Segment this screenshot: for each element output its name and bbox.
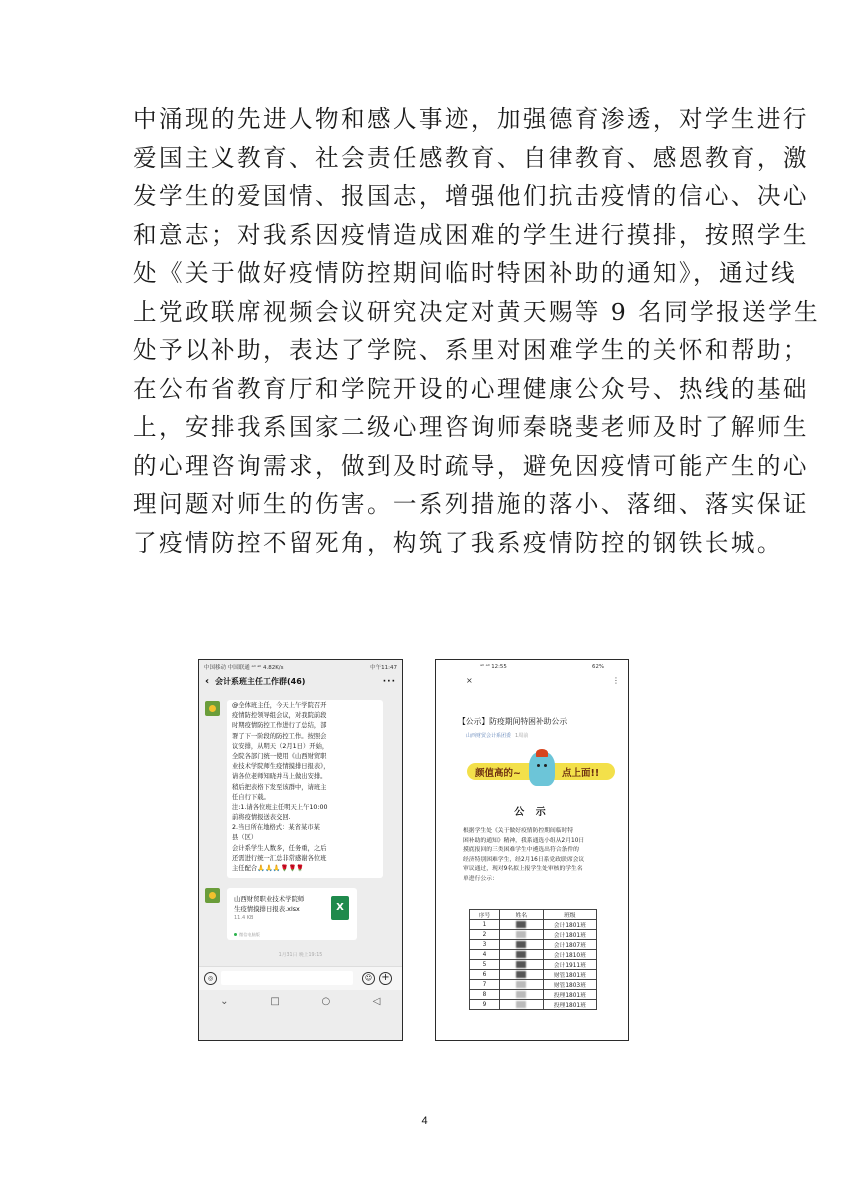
notice-line: 单进行公示： (463, 875, 498, 882)
more-icon[interactable]: ··· (382, 676, 396, 687)
table-row (470, 990, 597, 1000)
status-bar (199, 660, 402, 673)
message-line: 时期疫情防控工作进行了总结，部 (232, 722, 327, 730)
page-number: 4 (421, 1115, 428, 1127)
banner-text-right: 点上面!! (562, 768, 600, 779)
file-name-line: 生疫情摸排日报表.xlsx (234, 904, 300, 913)
article-author[interactable]: 山西财贸会计系团委 (466, 733, 512, 739)
table-row (470, 960, 597, 970)
status-bar-time: 中午11:47 (370, 664, 397, 671)
table-row (470, 980, 597, 990)
article-top-bar (436, 673, 628, 687)
more-icon[interactable]: ⋮ (612, 675, 620, 685)
banner-text-left: 颜值高的~ (475, 768, 521, 779)
excel-file-icon: X (331, 896, 349, 920)
article-date: 1周前 (515, 733, 529, 739)
message-line: 疫情防控领导组会议，对我院前段 (232, 712, 327, 720)
message-line: 议安排，从明天（2月1日）开始， (232, 742, 329, 750)
file-message[interactable] (227, 888, 357, 940)
body-line: 上，安排我系国家二级心理咨询师秦晓斐老师及时了解师生 (133, 413, 809, 441)
notice-heading: 公 示 (514, 807, 550, 818)
class-cell: 会计1801班 (543, 920, 596, 930)
row-number: 7 (470, 980, 500, 990)
name-cell-redacted (500, 980, 544, 990)
class-cell: 会计1810班 (543, 950, 596, 960)
row-number: 2 (470, 930, 500, 940)
chevron-left-icon[interactable]: ‹ (205, 676, 210, 687)
chat-input-bar (199, 966, 402, 991)
mascot-icon (529, 752, 555, 786)
recent-apps-icon[interactable]: □ (270, 996, 280, 1007)
message-line: 还需进行统一汇总非常感谢各位班 (232, 854, 327, 862)
body-paragraph (133, 100, 821, 562)
message-line: 业技术学院师生疫情摸排日报表》， (232, 763, 330, 771)
close-icon[interactable]: × (466, 675, 473, 685)
body-line: 的心理咨询需求，做到及时疏导，避免因疫情可能产生的心 (133, 451, 809, 480)
table-header-row (470, 910, 597, 920)
table-row (470, 1000, 597, 1010)
class-cell: 投理1801班 (543, 1000, 596, 1010)
chat-title: 会计系班主任工作群(46) (215, 677, 306, 686)
class-cell: 会计1911班 (543, 960, 596, 970)
status-bar (436, 660, 628, 673)
message-line: 会计系学生人数多，任务重，之后 (232, 844, 327, 852)
message-line: 任自行下载。 (232, 793, 270, 801)
class-cell: 会计1807班 (543, 940, 596, 950)
notice-line: 摸底报回的三类困难学生中遴选出符合条件的 (463, 847, 579, 854)
subsidy-table (469, 909, 597, 1010)
column-header: 姓名 (500, 910, 544, 920)
file-name-line: 山西财贸职业技术学院师 (234, 895, 305, 903)
table-row (470, 930, 597, 940)
table-row (470, 970, 597, 980)
body-line: 和意志；对我系因疫情造成困难的学生进行摸排，按照学生 (133, 220, 809, 249)
message-line: 主任配合🙏🙏🙏🌹🌹🌹 (232, 865, 305, 872)
article-meta (466, 732, 528, 739)
message-line: 全院各部门统一使用《山西财贸职 (232, 752, 327, 760)
emoji-icon[interactable]: ☺ (362, 972, 375, 985)
name-cell-redacted (500, 990, 544, 1000)
name-cell-redacted (500, 950, 544, 960)
file-source: 微信电脑版 (239, 932, 260, 937)
message-line: 前将疫情报送表交回. (232, 814, 291, 822)
notice-line: 困补助的通知》精神，我系通选小组从2月10日 (463, 837, 585, 844)
status-bar-left: 中国移动 中国联通 ᵃˡˡ ᵃˡˡ 4.82K/s (204, 664, 284, 671)
class-cell: 投理1801班 (543, 990, 596, 1000)
notice-line: 审议通过，现对9名拟上报学生处审核的学生名 (463, 866, 583, 873)
body-line: 中涌现的先进人物和感人事迹，加强德育渗透，对学生进行 (133, 105, 809, 133)
message-input[interactable] (221, 971, 353, 985)
row-number: 6 (470, 970, 500, 980)
wechat-chat-screenshot (198, 659, 403, 1041)
row-number: 3 (470, 940, 500, 950)
name-cell-redacted (500, 930, 544, 940)
chevron-down-icon[interactable]: ⌄ (220, 996, 229, 1007)
status-bar-left: ᵃˡˡ ᵃˡˡ 12:55 (480, 663, 507, 670)
class-cell: 财管1803班 (543, 980, 596, 990)
message-line: 注:1.请各位班主任明天上午10:00 (232, 803, 328, 811)
name-cell-redacted (500, 920, 544, 930)
follow-banner (467, 750, 617, 790)
article-title: 【公示】防疫期间特困补助公示 (458, 717, 568, 726)
message-line: 署了下一阶段的防控工作。按照会 (232, 732, 327, 740)
body-line: 上党政联席视频会议研究决定对黄天赐等 9 名同学报送学生 (133, 297, 821, 326)
body-line: 爱国主义教育、社会责任感教育、自律教育、感恩教育，激 (133, 143, 809, 172)
body-line: 发学生的爱国情、报国志，增强他们抗击疫情的信心、决心 (133, 182, 809, 210)
home-icon[interactable]: ○ (321, 996, 331, 1007)
body-line: 在公布省教育厅和学院开设的心理健康公众号、热线的基础 (133, 374, 809, 403)
message-bubble (227, 700, 383, 878)
notice-article-screenshot (435, 659, 629, 1041)
class-cell: 财管1801班 (543, 970, 596, 980)
notice-body (463, 827, 603, 885)
message-line: 2.当日所在地格式：某省某市某 (232, 824, 320, 832)
voice-icon[interactable]: ◎ (204, 972, 217, 985)
row-number: 1 (470, 920, 500, 930)
body-line: 处予以补助，表达了学院、系里对困难学生的关怀和帮助； (133, 336, 809, 364)
back-icon[interactable]: ◁ (372, 996, 381, 1007)
message-line: 请各位老师知晓并马上做出安排。 (232, 773, 327, 781)
battery-level: 62% (592, 663, 604, 670)
chat-header (199, 673, 402, 690)
name-cell-redacted (500, 970, 544, 980)
avatar[interactable] (205, 888, 220, 903)
name-cell-redacted (500, 1000, 544, 1010)
avatar[interactable] (205, 701, 220, 716)
name-cell-redacted (500, 960, 544, 970)
column-header: 序号 (470, 910, 500, 920)
row-number: 9 (470, 1000, 500, 1010)
table-row (470, 920, 597, 930)
message-line: 县（区） (232, 834, 258, 842)
message-line: @全体班主任，今天上午学院召开 (232, 702, 327, 709)
row-number: 5 (470, 960, 500, 970)
plus-icon[interactable]: + (379, 972, 392, 985)
file-size: 11.4 KB (234, 915, 254, 921)
file-name (234, 895, 324, 915)
message-line: 稍后把表格下发至该群中，请班主 (232, 783, 327, 791)
android-nav-bar (199, 990, 402, 1041)
chat-timestamp: 1月31日 晚上19:15 (278, 953, 323, 958)
notice-line: 根据学生处《关于做好疫情防控期间临时特 (463, 828, 574, 834)
body-line: 理问题对师生的伤害。一系列措施的落小、落细、落实保证 (133, 490, 809, 518)
row-number: 4 (470, 950, 500, 960)
body-line: 了疫情防控不留死角，构筑了我系疫情防控的钢铁长城。 (133, 528, 783, 557)
wechat-pc-icon (234, 933, 237, 936)
column-header: 班级 (543, 910, 596, 920)
table-row (470, 950, 597, 960)
row-number: 8 (470, 990, 500, 1000)
class-cell: 会计1801班 (543, 930, 596, 940)
table-row (470, 940, 597, 950)
notice-line: 经济特别困难学生，经2月16日系党政联席会议 (463, 856, 585, 863)
body-line: 处《关于做好疫情防控期间临时特困补助的通知》，通过线 (133, 259, 798, 287)
name-cell-redacted (500, 940, 544, 950)
